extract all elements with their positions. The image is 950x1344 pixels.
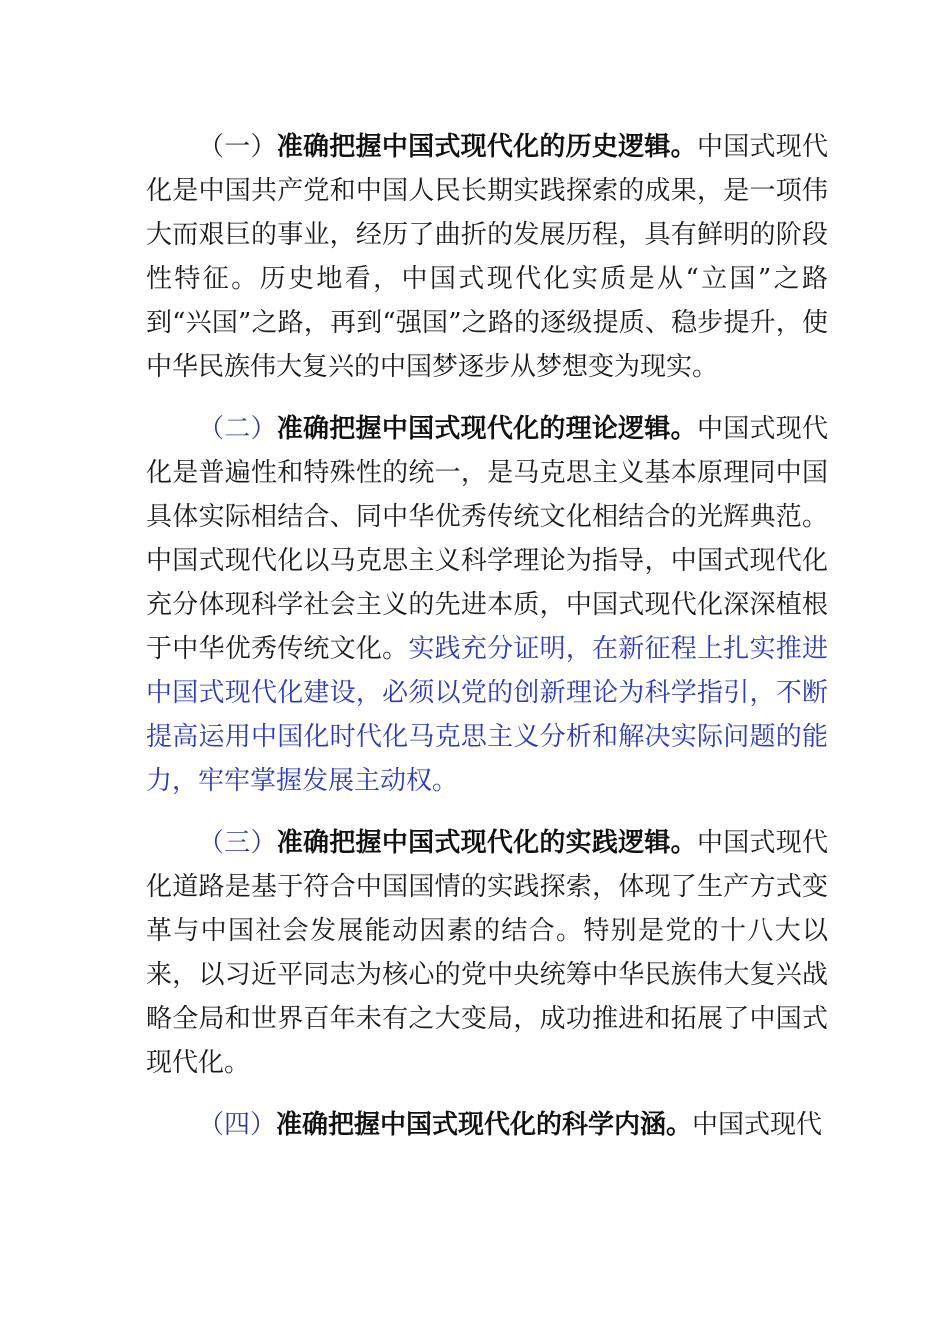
document-body xyxy=(146,125,828,1165)
section-3-number: （三） xyxy=(198,828,277,858)
section-4-number: （四） xyxy=(198,1110,277,1140)
section-2-paragraph xyxy=(146,407,828,803)
section-3-heading: 准确把握中国式现代化的实践逻辑。 xyxy=(276,828,697,858)
section-3-paragraph xyxy=(146,821,828,1085)
section-4-body: 中国式现代 xyxy=(692,1110,823,1140)
section-1-number: （一） xyxy=(198,132,277,162)
section-2-body: 中国式现代化是普遍性和特殊性的统一，是马克思主义基本原理同中国具体实际相结合、同中华优秀传统文化相结合的光辉典范。中国式现代化以马克思主义科学理论为指导，中国式现代化充分体现科学社会主义的先进本质，中国式现代化深深植根于中华优秀传统文化。 xyxy=(146,414,828,664)
section-1-body: 中国式现代化是中国共产党和中国人民长期实践探索的成果，是一项伟大而艰巨的事业，经历了曲折的发展历程，具有鲜明的阶段性特征。历史地看，中国式现代化实质是从“立国”之路到“兴国”之路，再到“强国”之路的逐级提质、稳步提升，使中华民族伟大复兴的中国梦逐步从梦想变为现实。 xyxy=(146,132,828,382)
section-1-heading: 准确把握中国式现代化的历史逻辑。 xyxy=(276,132,697,162)
section-4-heading: 准确把握中国式现代化的科学内涵。 xyxy=(276,1110,693,1140)
section-4-paragraph xyxy=(146,1103,828,1147)
section-2-heading: 准确把握中国式现代化的理论逻辑。 xyxy=(276,414,697,444)
section-2-number: （二） xyxy=(198,414,277,444)
section-3-body: 中国式现代化道路是基于符合中国国情的实践探索，体现了生产方式变革与中国社会发展能动因素的结合。特别是党的十八大以来，以习近平同志为核心的党中央统筹中华民族伟大复兴战略全局和世界百年未有之大变局，成功推进和拓展了中国式现代化。 xyxy=(146,828,828,1078)
section-2-highlight: 实践充分证明，在新征程上扎实推进中国式现代化建设，必须以党的创新理论为科学指引，不断提高运用中国化时代化马克思主义分析和解决实际问题的能力，牢牢掌握发展主动权。 xyxy=(146,634,828,796)
section-1-paragraph xyxy=(146,125,828,389)
